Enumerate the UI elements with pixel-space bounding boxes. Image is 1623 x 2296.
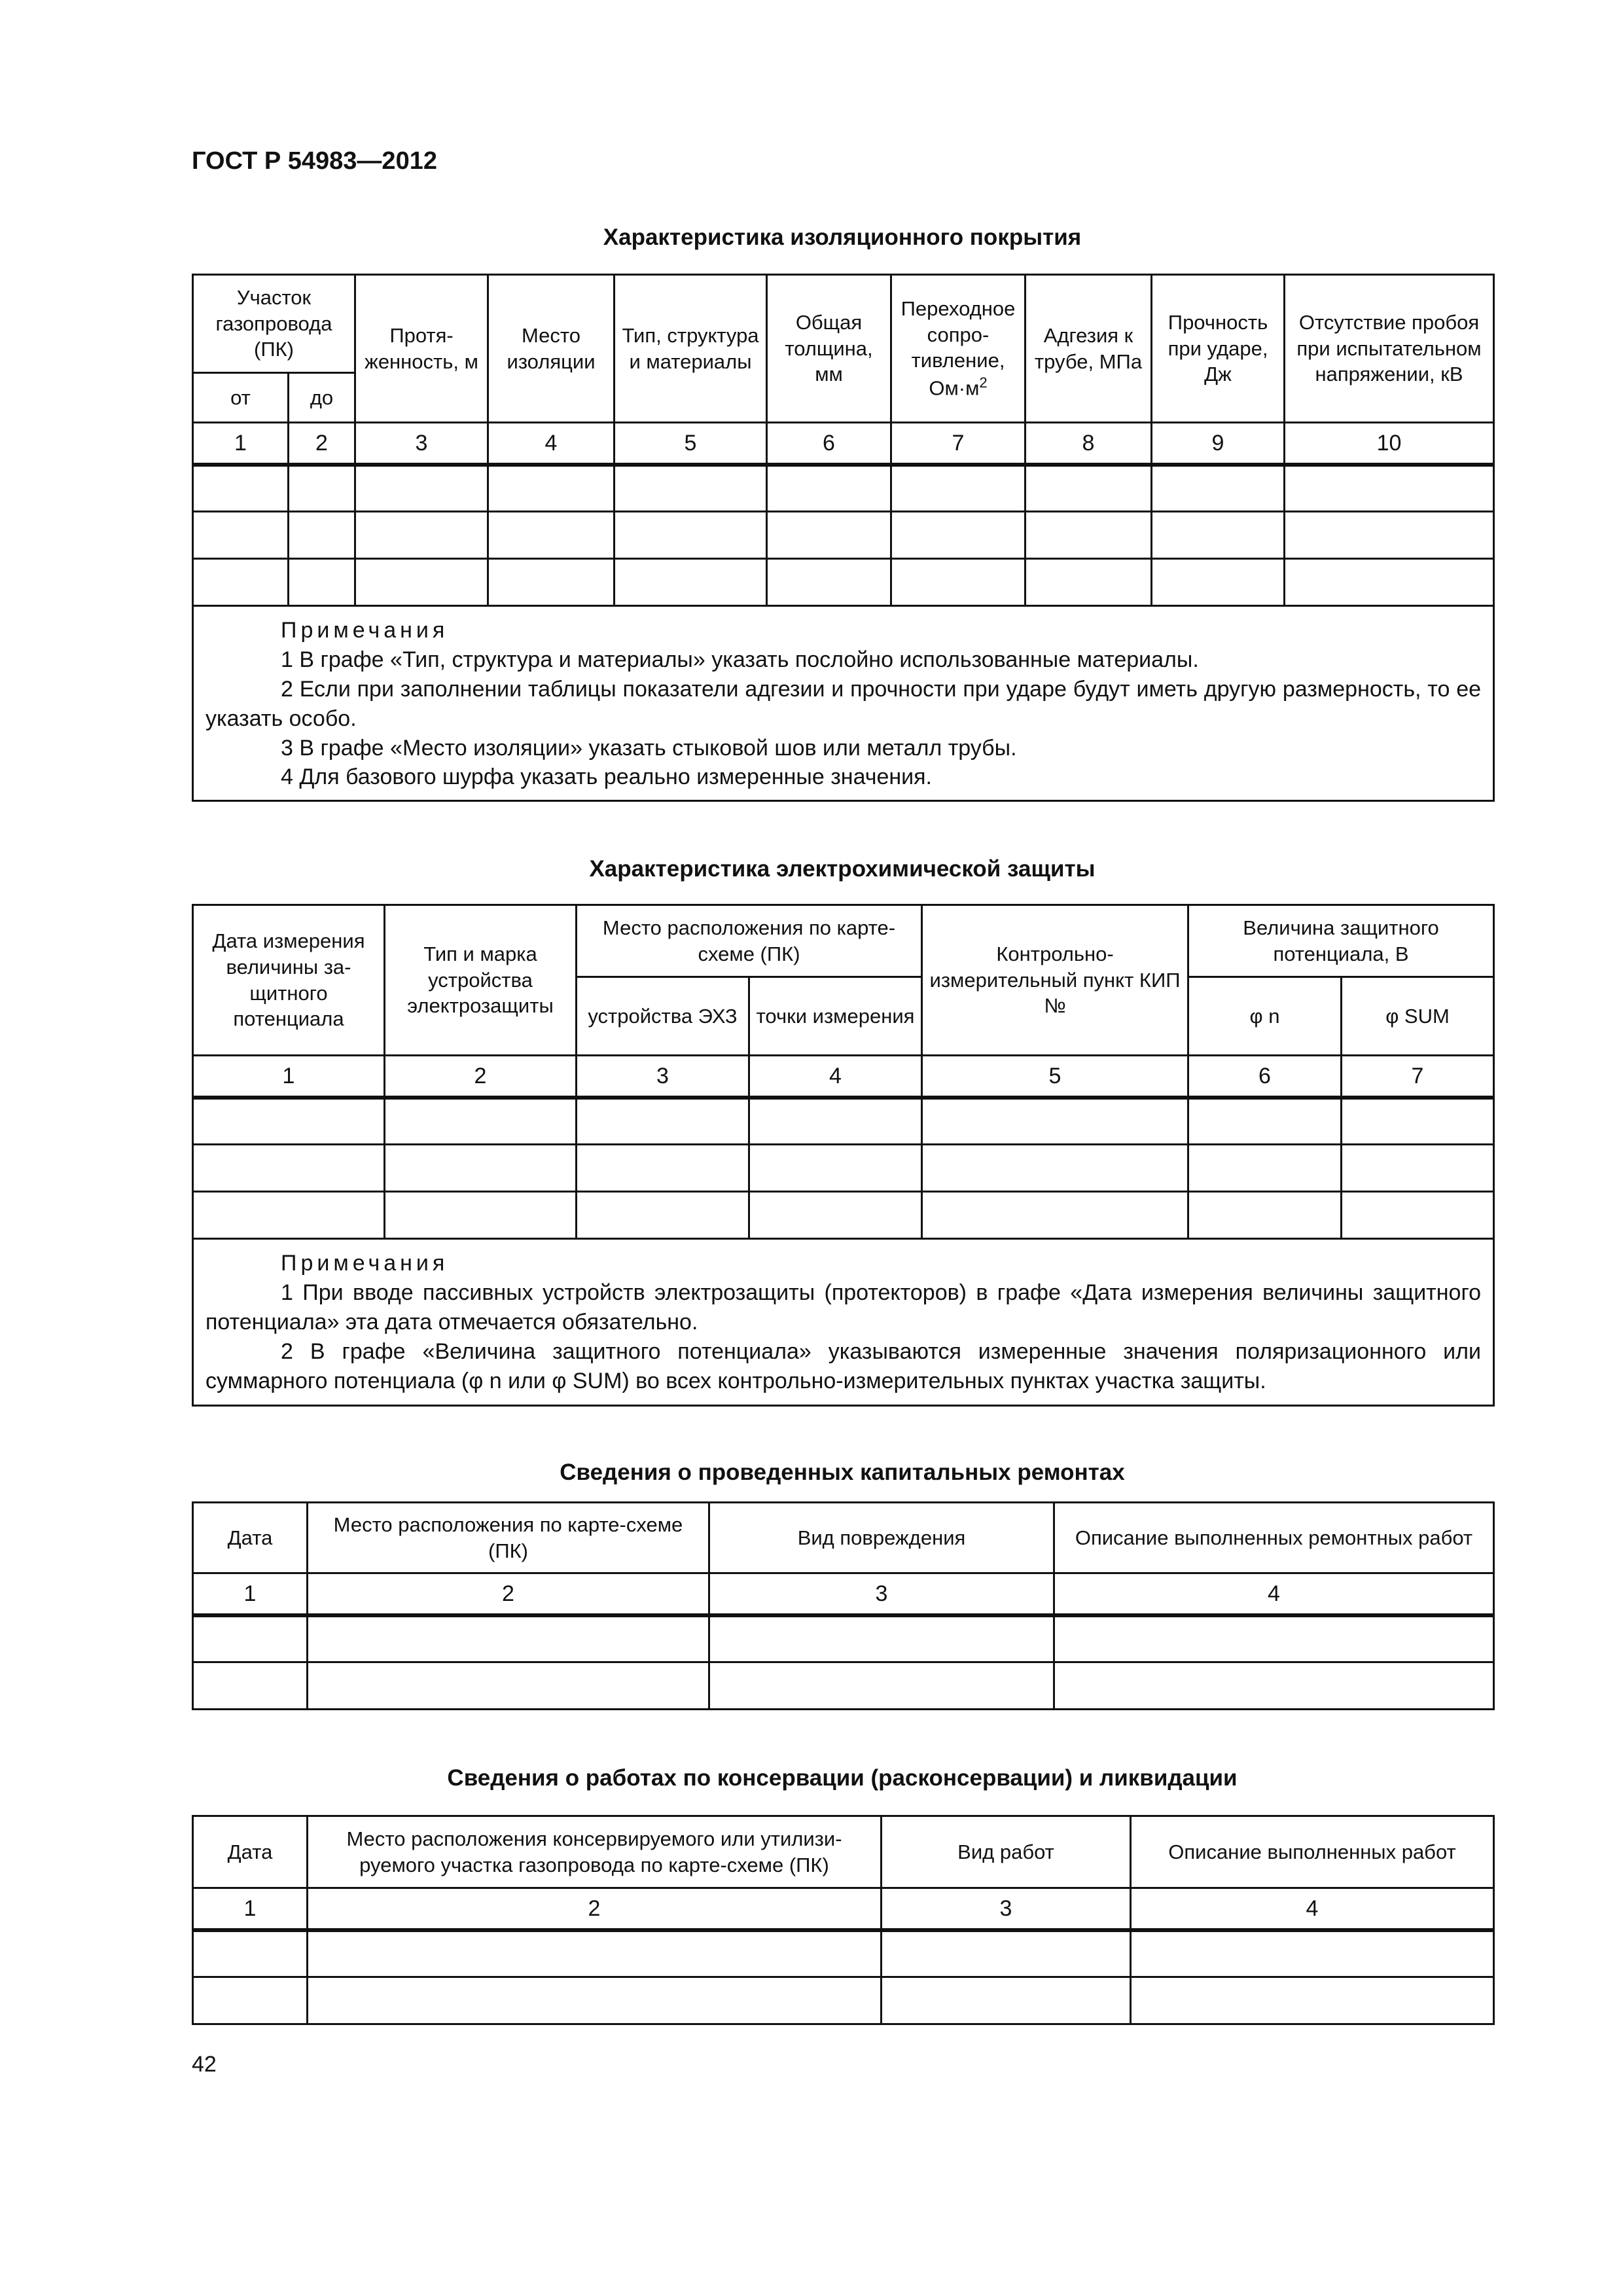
empty-cell[interactable] xyxy=(577,1145,749,1192)
empty-cell[interactable] xyxy=(385,1192,577,1239)
notes-heading: Примечания xyxy=(281,618,449,643)
empty-cell[interactable] xyxy=(289,465,355,512)
empty-cell[interactable] xyxy=(193,1977,308,2024)
column-number: 3 xyxy=(577,1056,749,1098)
column-number: 2 xyxy=(308,1888,882,1930)
header-resistance-text: Переходное сопротивление, Ом·м xyxy=(901,296,1016,400)
column-number: 5 xyxy=(922,1056,1188,1098)
header-phi-sum: φ SUM xyxy=(1342,977,1494,1056)
empty-cell[interactable] xyxy=(767,559,891,606)
header-point: точки измерения xyxy=(749,977,922,1056)
empty-cell[interactable] xyxy=(1152,559,1285,606)
empty-cell[interactable] xyxy=(1054,1615,1494,1662)
column-number: 4 xyxy=(1054,1573,1494,1615)
column-number: 7 xyxy=(1342,1056,1494,1098)
table-row xyxy=(193,1098,1494,1145)
empty-cell[interactable] xyxy=(882,1930,1131,1977)
empty-cell[interactable] xyxy=(922,1098,1188,1145)
header-location: Место расположения по карте-схеме (ПК) xyxy=(577,905,922,977)
empty-cell[interactable] xyxy=(385,1098,577,1145)
header-resistance-exponent: 2 xyxy=(979,374,988,391)
table-row xyxy=(193,1977,1494,2024)
empty-cell[interactable] xyxy=(615,512,767,559)
empty-cell[interactable] xyxy=(749,1145,922,1192)
empty-cell[interactable] xyxy=(193,1145,385,1192)
empty-cell[interactable] xyxy=(488,465,615,512)
empty-cell[interactable] xyxy=(922,1192,1188,1239)
empty-cell[interactable] xyxy=(1342,1145,1494,1192)
header-location: Место расположения по карте-схеме (ПК) xyxy=(308,1503,709,1573)
header-strength: Прочность при ударе, Дж xyxy=(1152,275,1285,423)
header-section: Участок газопровода (ПК) xyxy=(193,275,355,373)
table-row xyxy=(193,512,1494,559)
column-number: 3 xyxy=(882,1888,1131,1930)
table-row xyxy=(193,1662,1494,1710)
empty-cell[interactable] xyxy=(1188,1192,1342,1239)
empty-cell[interactable] xyxy=(193,465,289,512)
table-row xyxy=(193,465,1494,512)
note-line: 1 При вводе пассивных устройств электрозащиты (протекторов) в графе «Дата измерения величины защитного потенциала» эта дата отмечается обязательно. xyxy=(205,1280,1482,1335)
empty-cell[interactable] xyxy=(193,1930,308,1977)
empty-cell[interactable] xyxy=(355,559,488,606)
empty-cell[interactable] xyxy=(891,559,1026,606)
empty-cell[interactable] xyxy=(488,559,615,606)
header-thickness: Общая толщина, мм xyxy=(767,275,891,423)
empty-cell[interactable] xyxy=(385,1145,577,1192)
note-line: 1 В графе «Тип, структура и материалы» указать послойно использованные материалы. xyxy=(281,647,1199,672)
empty-cell[interactable] xyxy=(1188,1145,1342,1192)
empty-cell[interactable] xyxy=(615,559,767,606)
empty-cell[interactable] xyxy=(193,559,289,606)
header-date: Дата xyxy=(193,1816,308,1888)
empty-cell[interactable] xyxy=(1285,512,1494,559)
empty-cell[interactable] xyxy=(308,1662,709,1710)
column-number: 6 xyxy=(1188,1056,1342,1098)
header-place: Место изоляции xyxy=(488,275,615,423)
column-number: 1 xyxy=(193,423,289,465)
header-works: Вид работ xyxy=(882,1816,1131,1888)
header-to: до xyxy=(289,373,355,423)
column-number: 2 xyxy=(308,1573,709,1615)
empty-cell[interactable] xyxy=(615,465,767,512)
empty-cell[interactable] xyxy=(193,1662,308,1710)
header-protection-type: Тип и марка устройства электрозащиты xyxy=(385,905,577,1056)
empty-cell[interactable] xyxy=(891,465,1026,512)
empty-cell[interactable] xyxy=(289,512,355,559)
column-number: 2 xyxy=(289,423,355,465)
conservation-table xyxy=(192,1815,1495,2025)
repairs-table xyxy=(192,1501,1495,1710)
header-phi-n: φ n xyxy=(1188,977,1342,1056)
empty-cell[interactable] xyxy=(1342,1098,1494,1145)
header-kip: Контрольно-измерительный пункт КИП № xyxy=(922,905,1188,1056)
empty-cell[interactable] xyxy=(882,1977,1131,2024)
empty-cell[interactable] xyxy=(308,1977,882,2024)
column-number: 2 xyxy=(385,1056,577,1098)
header-breakdown: Отсутствие пробоя при испытательном напряжении, кВ xyxy=(1285,275,1494,423)
empty-cell[interactable] xyxy=(355,512,488,559)
table-row xyxy=(193,1145,1494,1192)
column-number: 9 xyxy=(1152,423,1285,465)
header-description: Описание выполненных ремонтных работ xyxy=(1054,1503,1494,1573)
empty-cell[interactable] xyxy=(1152,465,1285,512)
empty-cell[interactable] xyxy=(1285,559,1494,606)
ecp-notes xyxy=(193,1239,1494,1406)
empty-cell[interactable] xyxy=(488,512,615,559)
column-number: 8 xyxy=(1026,423,1152,465)
empty-cell[interactable] xyxy=(749,1192,922,1239)
empty-cell[interactable] xyxy=(1026,465,1152,512)
document-header: ГОСТ Р 54983—2012 xyxy=(192,147,437,175)
empty-cell[interactable] xyxy=(193,1098,385,1145)
header-damage: Вид повреждения xyxy=(709,1503,1054,1573)
column-number: 4 xyxy=(488,423,615,465)
table-row xyxy=(193,1615,1494,1662)
header-resistance xyxy=(891,275,1026,423)
ecp-table xyxy=(192,904,1495,1407)
empty-cell[interactable] xyxy=(577,1192,749,1239)
empty-cell[interactable] xyxy=(355,465,488,512)
note-line: 3 В графе «Место изоляции» указать стыковой шов или металл трубы. xyxy=(281,735,1017,761)
note-line: 2 В графе «Величина защитного потенциала» указываются измеренные значения поляризационного или суммарного потенциала (φ n или φ SUM) во всех контрольно-измерительных пунктах участка защиты. xyxy=(205,1338,1482,1393)
insulation-notes xyxy=(193,606,1494,801)
column-number: 3 xyxy=(709,1573,1054,1615)
page-number: 42 xyxy=(192,2052,217,2077)
empty-cell[interactable] xyxy=(749,1098,922,1145)
column-number: 3 xyxy=(355,423,488,465)
column-number: 4 xyxy=(1131,1888,1494,1930)
empty-cell[interactable] xyxy=(709,1615,1054,1662)
insulation-table xyxy=(192,274,1495,802)
empty-cell[interactable] xyxy=(767,512,891,559)
empty-cell[interactable] xyxy=(193,512,289,559)
empty-cell[interactable] xyxy=(193,1192,385,1239)
ecp-title: Характеристика электрохимической защиты xyxy=(589,856,1096,882)
header-date: Дата измерения величины защитного потенциала xyxy=(193,905,385,1056)
empty-cell[interactable] xyxy=(308,1615,709,1662)
header-length: Протяженность, м xyxy=(355,275,488,423)
empty-cell[interactable] xyxy=(308,1930,882,1977)
empty-cell[interactable] xyxy=(891,512,1026,559)
empty-cell[interactable] xyxy=(922,1145,1188,1192)
empty-cell[interactable] xyxy=(1131,1977,1494,2024)
notes-heading: Примечания xyxy=(281,1251,449,1276)
empty-cell[interactable] xyxy=(1131,1930,1494,1977)
column-number: 1 xyxy=(193,1573,308,1615)
column-number: 5 xyxy=(615,423,767,465)
column-number: 7 xyxy=(891,423,1026,465)
column-number: 4 xyxy=(749,1056,922,1098)
empty-cell[interactable] xyxy=(1285,465,1494,512)
column-number: 1 xyxy=(193,1056,385,1098)
empty-cell[interactable] xyxy=(193,1615,308,1662)
header-type: Тип, структура и материалы xyxy=(615,275,767,423)
empty-cell[interactable] xyxy=(1054,1662,1494,1710)
empty-cell[interactable] xyxy=(289,559,355,606)
table-row xyxy=(193,559,1494,606)
empty-cell[interactable] xyxy=(1342,1192,1494,1239)
empty-cell[interactable] xyxy=(1152,512,1285,559)
column-number: 1 xyxy=(193,1888,308,1930)
empty-cell[interactable] xyxy=(1026,512,1152,559)
header-device: устройства ЭХЗ xyxy=(577,977,749,1056)
note-line: 2 Если при заполнении таблицы показатели адгезии и прочности при ударе будут иметь другую размерность, то ее указать особо. xyxy=(205,676,1482,731)
empty-cell[interactable] xyxy=(767,465,891,512)
table-row xyxy=(193,1192,1494,1239)
empty-cell[interactable] xyxy=(1026,559,1152,606)
column-number: 6 xyxy=(767,423,891,465)
header-description: Описание выполненных работ xyxy=(1131,1816,1494,1888)
table-row xyxy=(193,1930,1494,1977)
header-date: Дата xyxy=(193,1503,308,1573)
note-line: 4 Для базового шурфа указать реально измеренные значения. xyxy=(281,764,932,790)
empty-cell[interactable] xyxy=(1188,1098,1342,1145)
column-number: 10 xyxy=(1285,423,1494,465)
header-location: Место расположения консервируемого или утилизируемого участка газопровода по карте-схеме (ПК) xyxy=(308,1816,882,1888)
repairs-title: Сведения о проведенных капитальных ремонтах xyxy=(560,1460,1125,1485)
insulation-title: Характеристика изоляционного покрытия xyxy=(603,224,1082,250)
header-from: от xyxy=(193,373,289,423)
header-potential: Величина защитного потенциала, В xyxy=(1188,905,1494,977)
empty-cell[interactable] xyxy=(709,1662,1054,1710)
conservation-title: Сведения о работах по консервации (расконсервации) и ликвидации xyxy=(447,1765,1238,1791)
empty-cell[interactable] xyxy=(577,1098,749,1145)
header-adhesion: Адгезия к трубе, МПа xyxy=(1026,275,1152,423)
